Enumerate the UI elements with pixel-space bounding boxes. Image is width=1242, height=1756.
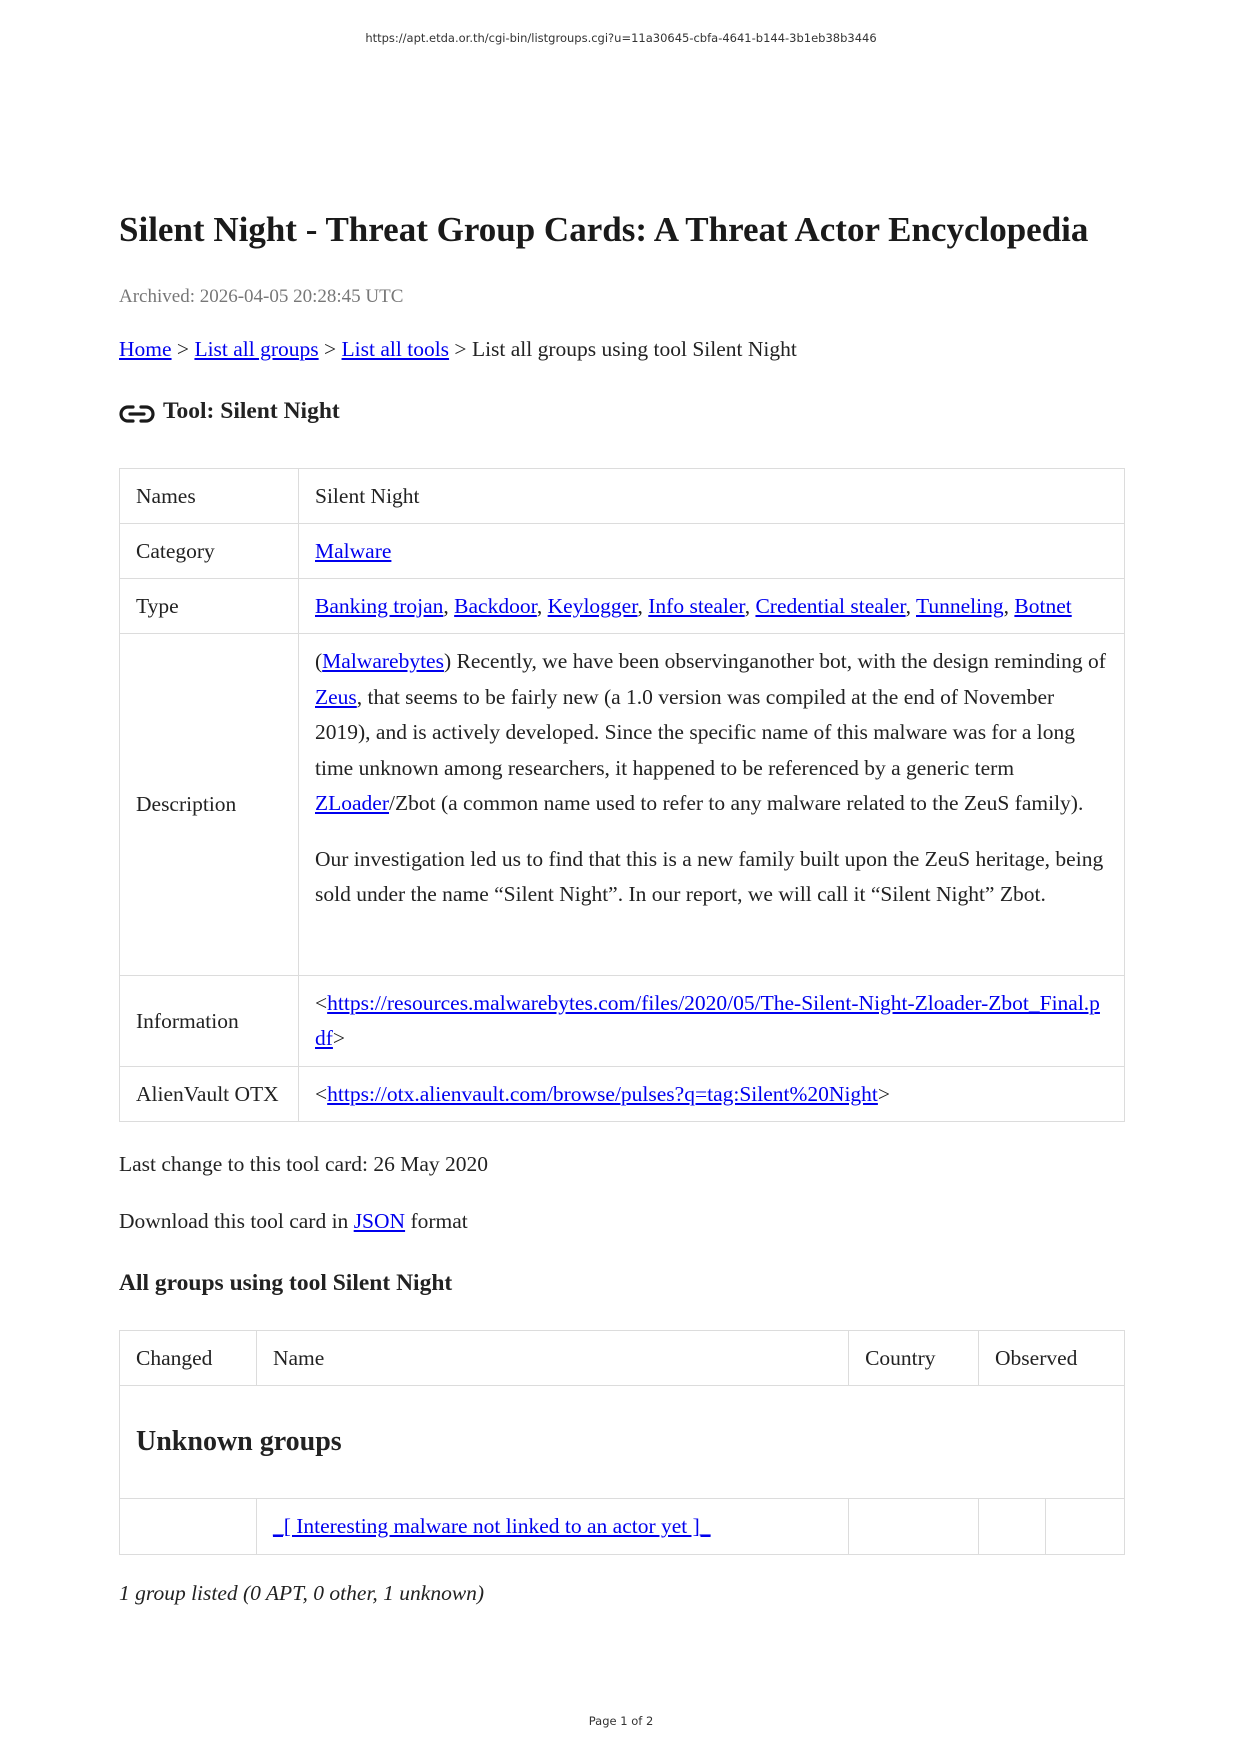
breadcrumb-tools-link[interactable]: List all tools (341, 337, 450, 361)
section-row (120, 1386, 1125, 1499)
table-row (120, 524, 1125, 579)
tool-title: Tool: Silent Night (163, 398, 340, 424)
malwarebytes-link[interactable]: Malwarebytes (322, 649, 444, 673)
json-download-link[interactable]: JSON (353, 1209, 406, 1233)
last-change-text: Last change to this tool card: 26 May 2020 (119, 1152, 489, 1176)
breadcrumb-current: List all groups using tool Silent Night (471, 337, 797, 361)
column-header-name: Name (256, 1331, 848, 1386)
type-link[interactable]: Banking trojan (315, 593, 444, 618)
breadcrumb-separator: > (324, 337, 337, 361)
names-value: Silent Night (299, 469, 1125, 524)
breadcrumb (119, 337, 797, 362)
type-link[interactable]: Botnet (1014, 593, 1072, 618)
breadcrumb-home-link[interactable]: Home (119, 337, 172, 361)
type-separator: , (744, 593, 756, 618)
name-cell (256, 1499, 848, 1555)
table-row (120, 634, 1125, 976)
link-icon (119, 402, 155, 426)
table-row (120, 579, 1125, 634)
description-paragraph (315, 644, 1108, 822)
extra-cell (1045, 1499, 1124, 1555)
table-row (120, 1067, 1125, 1122)
table-row (120, 976, 1125, 1067)
type-separator: , (536, 593, 548, 618)
download-text: Download this tool card in (119, 1209, 354, 1233)
country-cell (849, 1499, 979, 1555)
breadcrumb-separator: > (454, 337, 467, 361)
names-label: Names (120, 469, 299, 524)
type-separator: , (637, 593, 649, 618)
type-label: Type (120, 579, 299, 634)
groups-summary: 1 group listed (0 APT, 0 other, 1 unknown) (119, 1581, 485, 1605)
angle-bracket: > (877, 1081, 891, 1106)
zloader-link[interactable]: ZLoader (315, 791, 390, 815)
angle-bracket: < (315, 990, 328, 1015)
breadcrumb-separator: > (176, 337, 190, 361)
description-value (299, 634, 1125, 976)
column-header-observed: Observed (979, 1331, 1125, 1386)
tool-heading (119, 400, 340, 426)
archived-timestamp: Archived: 2026-04-05 20:28:45 UTC (119, 286, 404, 307)
otx-label: AlienVault OTX (120, 1067, 299, 1122)
description-text: /Zbot (a common name used to refer to any malware related to the ZeuS family). (389, 791, 1084, 815)
information-link[interactable]: https://resources.malwarebytes.com/files/2020/05/The-Silent-Night-Zloader-Zbot_Final.pdf (315, 990, 1100, 1050)
table-header-row (120, 1331, 1125, 1386)
category-label: Category (120, 524, 299, 579)
download-line (119, 1209, 468, 1234)
description-label: Description (120, 634, 299, 976)
type-separator: , (443, 593, 455, 618)
description-paragraph: Our investigation led us to find that this is a new family built upon the ZeuS heritage, being sold under the name “Silent Night”. In our report, we will call it “Silent Night” Zbot. (315, 846, 1104, 906)
section-unknown-groups: Unknown groups (120, 1386, 1125, 1499)
page-title: Silent Night - Threat Group Cards: A Threat Actor Encyclopedia (119, 210, 1089, 249)
download-text: format (405, 1209, 468, 1233)
interesting-malware-link[interactable]: _[ Interesting malware not linked to an actor yet ]_ (272, 1514, 711, 1538)
groups-table (119, 1330, 1125, 1555)
changed-cell (120, 1499, 257, 1555)
zeus-link[interactable]: Zeus (315, 684, 357, 709)
description-text: ) Recently, we have been observinganother bot, with the design reminding of (443, 649, 1106, 673)
breadcrumb-groups-link[interactable]: List all groups (194, 337, 319, 361)
column-header-country: Country (849, 1331, 979, 1386)
table-row (120, 1499, 1125, 1555)
category-malware-link[interactable]: Malware (315, 538, 392, 563)
type-link[interactable]: Credential stealer (755, 593, 906, 618)
type-separator: , (1003, 593, 1015, 618)
groups-heading: All groups using tool Silent Night (119, 1270, 453, 1296)
type-value (299, 579, 1125, 634)
type-link[interactable]: Info stealer (648, 593, 745, 618)
table-row (120, 469, 1125, 524)
category-value (299, 524, 1125, 579)
print-header-url: https://apt.etda.or.th/cgi-bin/listgroups.cgi?u=11a30645-cbfa-4641-b144-3b1eb38b3446 (365, 31, 877, 45)
description-text: ( (315, 649, 323, 673)
angle-bracket: < (315, 1081, 328, 1106)
print-footer-page: Page 1 of 2 (588, 1714, 654, 1728)
information-label: Information (120, 976, 299, 1067)
type-link[interactable]: Tunneling (916, 593, 1004, 618)
type-link[interactable]: Backdoor (454, 593, 537, 618)
observed-cell (979, 1499, 1046, 1555)
type-separator: , (905, 593, 916, 618)
tool-info-table (119, 468, 1125, 1122)
information-value (299, 976, 1125, 1067)
description-text: , that seems to be fairly new (a 1.0 version was compiled at the end of November 2019), and is actively developed. Since the specific name of this malware was for a long time unknown among researchers, it happened to be referenced by a generic term (315, 684, 1076, 780)
angle-bracket: > (332, 1026, 346, 1050)
otx-link[interactable]: https://otx.alienvault.com/browse/pulses?q=tag:Silent%20Night (327, 1081, 878, 1106)
type-link[interactable]: Keylogger (547, 593, 638, 618)
otx-value (299, 1067, 1125, 1122)
column-header-changed: Changed (120, 1331, 257, 1386)
